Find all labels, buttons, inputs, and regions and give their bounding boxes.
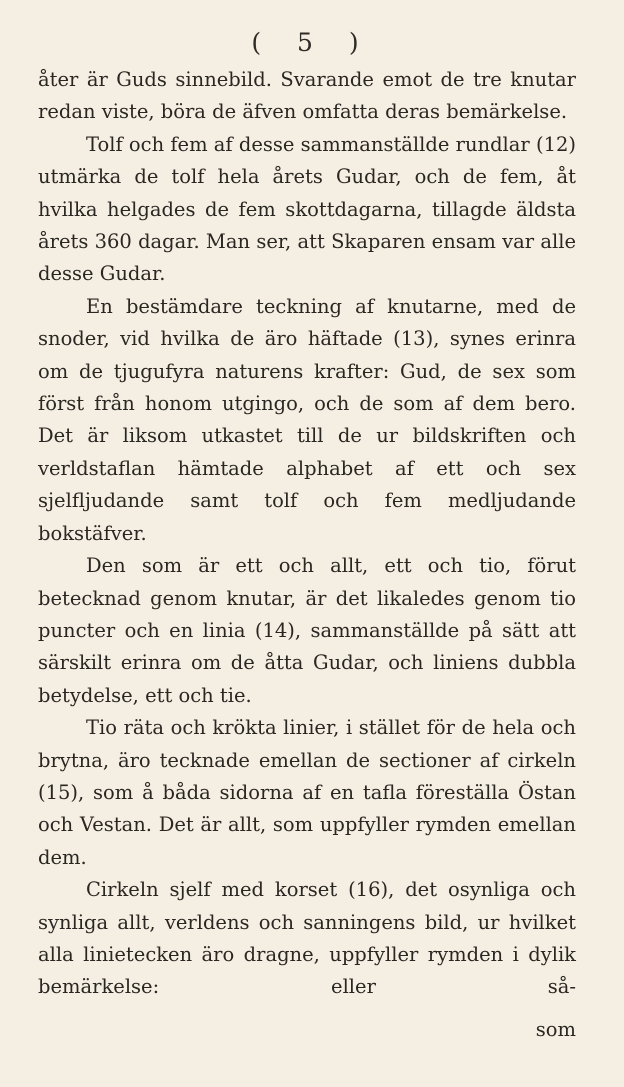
paragraph: Cirkeln sjelf med korset (16), det osynliga och synliga allt, verldens och sanningens bild, ur hvilket alla linietecken äro dragne, uppfyller rymden i dylik bemärkelse: eller så- — [38, 878, 576, 999]
paragraph: åter är Guds sinnebild. Svarande emot de tre knutar redan viste, böra de äfven omfatta deras bemärkelse. — [38, 68, 576, 124]
page-number: ( 5 ) — [251, 28, 373, 57]
body-text — [38, 64, 576, 1004]
paragraph: Tolf och fem af desse sammanställde rundlar (12) utmärka de tolf hela årets Gudar, och de fem, åt hvilka helgades de fem skottdagarna, tillagde äldsta årets 360 dagar. Man ser, att Skaparen ensam var alle desse Gudar. — [38, 132, 576, 286]
paragraph: En bestämdare teckning af knutarne, med de snoder, vid hvilka de äro häftade (13), synes erinra om de tjugufyra naturens krafter: Gud, de sex som först från honom utgingo, och de som af dem bero. Det är liksom utkastet till de ur bildskriften och verldstaflan hämtade alphabet af ett och sex sjelfljudande samt tolf och fem medljudande bokstäfver. — [38, 294, 576, 545]
paragraph: Tio räta och krökta linier, i stället för de hela och brytna, äro tecknade emellan de sectioner af cirkeln (15), som å båda sidorna af en tafla föreställa Östan och Vestan. Det är allt, som uppfyller rymden emellan dem. — [38, 716, 576, 869]
paragraph: Den som är ett och allt, ett och tio, förut betecknad genom knutar, är det likaledes genom tio puncter och en linia (14), sammanställde på sätt att särskilt erinra om de åtta Gudar, och liniens dubbla betydelse, ett och tie. — [38, 554, 576, 707]
catchword: som — [535, 1018, 576, 1041]
